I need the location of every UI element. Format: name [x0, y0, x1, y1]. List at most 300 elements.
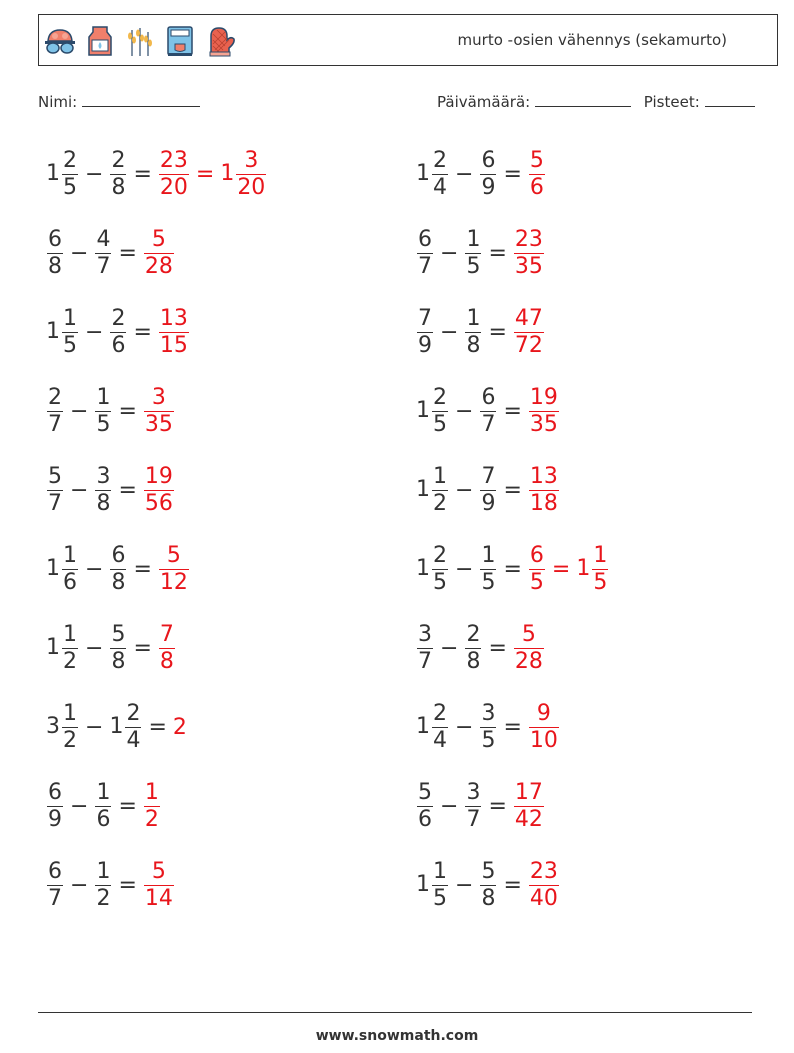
problem-row — [416, 539, 609, 599]
minus-sign: − — [70, 477, 89, 503]
problem-row — [46, 144, 267, 204]
answer-number — [143, 464, 175, 517]
simplified-answer-denominator: 5 — [593, 569, 608, 595]
answer — [528, 543, 609, 596]
milk-carton-icon — [83, 24, 117, 58]
answer — [143, 227, 175, 280]
problem-row — [46, 776, 161, 836]
answer — [513, 306, 545, 359]
answer-numerator: 5 — [166, 542, 181, 568]
equals-sign: = — [503, 477, 522, 503]
answer-denominator: 20 — [159, 174, 188, 200]
minuend-denominator: 5 — [433, 885, 447, 911]
answer — [528, 464, 560, 517]
answer-number — [513, 306, 545, 359]
subtrahend-number — [94, 859, 112, 912]
minuend-denominator: 5 — [433, 411, 447, 437]
minuend-whole: 1 — [46, 635, 60, 660]
minus-sign: − — [85, 161, 104, 187]
answer-fraction — [514, 227, 544, 280]
answer-denominator: 28 — [144, 253, 173, 279]
minuend-fraction — [47, 859, 63, 912]
subtrahend-number — [464, 622, 482, 675]
subtrahend-number — [479, 701, 497, 754]
minuend-fraction — [432, 859, 448, 912]
answer-denominator: 2 — [144, 806, 159, 832]
minuend-number — [46, 464, 64, 517]
answer-number — [513, 780, 545, 833]
answer-denominator: 14 — [144, 885, 173, 911]
answer-denominator: 28 — [514, 648, 543, 674]
minus-sign: − — [455, 556, 474, 582]
minuend-numerator: 2 — [433, 700, 447, 726]
subtrahend-number — [479, 464, 497, 517]
minuend-fraction — [417, 622, 433, 675]
subtrahend-fraction — [480, 385, 496, 438]
answer-number — [158, 148, 190, 201]
simplified-answer-denominator: 20 — [237, 174, 266, 200]
minuend-denominator: 4 — [433, 727, 447, 753]
problem-row — [416, 223, 545, 283]
answer — [528, 859, 560, 912]
minuend-whole: 1 — [416, 872, 430, 897]
header-box — [38, 14, 778, 66]
footer-divider — [38, 1012, 752, 1013]
simplified-answer-fraction — [592, 543, 608, 596]
simplified-answer-whole: 1 — [220, 161, 235, 186]
subtrahend-denominator: 9 — [481, 490, 496, 516]
minuend-denominator: 2 — [433, 490, 447, 516]
subtrahend-number — [109, 622, 127, 675]
subtrahend-number — [464, 780, 482, 833]
subtrahend-denominator: 6 — [96, 806, 111, 832]
answer-denominator: 72 — [514, 332, 543, 358]
answer-fraction — [159, 306, 189, 359]
minuend-denominator: 6 — [418, 806, 432, 832]
minus-sign: − — [455, 872, 474, 898]
minuend-fraction — [47, 385, 63, 438]
minuend-number — [46, 859, 64, 912]
date-label: Päivämäärä: — [437, 93, 531, 111]
answer-fraction — [529, 148, 545, 201]
answer-numerator: 3 — [151, 384, 166, 410]
answer-numerator: 5 — [151, 858, 166, 884]
subtrahend-fraction — [95, 464, 111, 517]
subtrahend-number — [109, 543, 127, 596]
equals-sign: = — [488, 319, 507, 345]
answer-fraction — [144, 227, 174, 280]
answer-numerator: 6 — [529, 542, 544, 568]
answer — [143, 859, 175, 912]
subtrahend-number — [479, 543, 497, 596]
answer-denominator: 56 — [144, 490, 173, 516]
minuend-fraction — [432, 148, 448, 201]
problem-row — [416, 618, 545, 678]
answer — [158, 543, 190, 596]
subtrahend-numerator: 1 — [96, 384, 111, 410]
minus-sign: − — [455, 161, 474, 187]
equals-sign: = — [133, 319, 152, 345]
subtrahend-denominator: 8 — [111, 648, 126, 674]
subtrahend-number — [94, 780, 112, 833]
subtrahend-numerator: 1 — [96, 779, 111, 805]
answer — [528, 148, 546, 201]
problem-row — [416, 776, 545, 836]
answer-numerator: 13 — [159, 305, 188, 331]
minuend-denominator: 6 — [63, 569, 77, 595]
answer-number — [143, 859, 175, 912]
answer-number — [528, 859, 560, 912]
subtrahend-denominator: 5 — [481, 569, 496, 595]
goggles-icon — [43, 24, 77, 58]
answer-numerator: 19 — [529, 384, 558, 410]
minuend-whole: 1 — [46, 161, 60, 186]
subtrahend-fraction — [480, 543, 496, 596]
worksheet-title: murto -osien vähennys (sekamurto) — [457, 31, 727, 49]
subtrahend-number — [109, 148, 127, 201]
minus-sign: − — [70, 240, 89, 266]
subtrahend-numerator: 2 — [126, 700, 141, 726]
coffee-machine-icon — [163, 24, 197, 58]
minuend-denominator: 5 — [63, 332, 77, 358]
subtrahend-numerator: 6 — [481, 384, 496, 410]
answer-number — [528, 701, 560, 754]
subtrahend-numerator: 5 — [111, 621, 126, 647]
minus-sign: − — [70, 872, 89, 898]
subtrahend-numerator: 6 — [481, 147, 496, 173]
minuend-fraction — [62, 148, 78, 201]
problem-row — [46, 697, 188, 757]
subtrahend-fraction — [110, 148, 126, 201]
score-blank[interactable] — [705, 92, 755, 107]
minuend-numerator: 6 — [48, 226, 62, 252]
answer-denominator: 35 — [144, 411, 173, 437]
simplified-answer-number — [220, 148, 267, 201]
minus-sign: − — [85, 635, 104, 661]
answer-number — [158, 543, 190, 596]
minuend-number — [46, 701, 79, 754]
answer-numerator: 19 — [144, 463, 173, 489]
equals-sign: = — [118, 793, 137, 819]
minuend-denominator: 7 — [48, 885, 62, 911]
minuend-number — [46, 385, 64, 438]
answer-numerator: 47 — [514, 305, 543, 331]
name-label: Nimi: — [38, 93, 78, 111]
answer — [513, 780, 545, 833]
minuend-fraction — [432, 701, 448, 754]
minuend-fraction — [47, 780, 63, 833]
answer-numerator: 13 — [529, 463, 558, 489]
minus-sign: − — [455, 477, 474, 503]
minuend-denominator: 2 — [63, 727, 77, 753]
subtrahend-number — [109, 701, 142, 754]
minuend-fraction — [62, 701, 78, 754]
minuend-number — [416, 622, 434, 675]
problem-row — [416, 855, 560, 915]
subtrahend-whole: 1 — [109, 714, 124, 739]
subtrahend-numerator: 2 — [466, 621, 481, 647]
minuend-whole: 1 — [416, 398, 430, 423]
minuend-number — [416, 859, 449, 912]
subtrahend-denominator: 7 — [466, 806, 481, 832]
answer — [143, 385, 175, 438]
subtrahend-denominator: 7 — [96, 253, 111, 279]
answer — [513, 622, 545, 675]
answer-fraction — [529, 385, 559, 438]
subtrahend-numerator: 1 — [96, 858, 111, 884]
subtrahend-fraction — [480, 701, 496, 754]
minuend-fraction — [432, 385, 448, 438]
equals-sign: = — [118, 477, 137, 503]
minuend-number — [416, 306, 434, 359]
answer — [158, 148, 267, 201]
minuend-number — [416, 227, 434, 280]
subtrahend-number — [94, 227, 112, 280]
minuend-fraction — [62, 306, 78, 359]
subtrahend-denominator: 8 — [111, 174, 126, 200]
minus-sign: − — [70, 793, 89, 819]
minus-sign: − — [85, 319, 104, 345]
equals-sign: = — [488, 240, 507, 266]
minuend-number — [416, 464, 449, 517]
answer-fraction — [144, 780, 160, 833]
equals-sign: = — [488, 635, 507, 661]
simplified-answer-fraction — [236, 148, 266, 201]
minuend-denominator: 2 — [63, 648, 77, 674]
subtrahend-fraction — [110, 622, 126, 675]
equals-sign: = — [118, 872, 137, 898]
answer-denominator: 18 — [529, 490, 558, 516]
equals-sign: = — [503, 714, 522, 740]
subtrahend-numerator: 1 — [466, 305, 481, 331]
answer-fraction — [159, 148, 189, 201]
minus-sign: − — [70, 398, 89, 424]
minuend-fraction — [62, 622, 78, 675]
name-blank[interactable] — [82, 92, 200, 107]
subtrahend-fraction — [95, 780, 111, 833]
subtrahend-numerator: 2 — [111, 305, 126, 331]
minus-sign: − — [440, 793, 459, 819]
answer-fraction — [529, 859, 559, 912]
problem-row — [416, 302, 545, 362]
subtrahend-numerator: 3 — [481, 700, 496, 726]
subtrahend-number — [479, 385, 497, 438]
answer-numerator: 5 — [529, 147, 544, 173]
subtrahend-number — [479, 859, 497, 912]
minuend-numerator: 5 — [418, 779, 432, 805]
answer-denominator: 40 — [529, 885, 558, 911]
problem-row — [46, 618, 176, 678]
answer-denominator: 10 — [529, 727, 558, 753]
answer-numerator: 7 — [159, 621, 174, 647]
answer-numerator: 9 — [536, 700, 551, 726]
minuend-whole: 3 — [46, 714, 60, 739]
problem-row — [416, 697, 560, 757]
subtrahend-number — [109, 306, 127, 359]
minuend-numerator: 1 — [63, 542, 77, 568]
answer-denominator: 35 — [514, 253, 543, 279]
subtrahend-numerator: 7 — [481, 463, 496, 489]
minuend-number — [416, 148, 449, 201]
answer-denominator: 6 — [529, 174, 544, 200]
answer-equals-sign: = — [195, 161, 215, 187]
answer-number — [513, 622, 545, 675]
answer — [143, 464, 175, 517]
subtrahend-numerator: 1 — [481, 542, 496, 568]
minuend-numerator: 2 — [433, 147, 447, 173]
answer-fraction — [514, 622, 544, 675]
minuend-whole: 1 — [46, 556, 60, 581]
simplified-answer-numerator: 1 — [593, 542, 608, 568]
minuend-denominator: 4 — [433, 174, 447, 200]
minuend-denominator: 9 — [48, 806, 62, 832]
minuend-numerator: 5 — [48, 463, 62, 489]
simplified-answer-numerator: 3 — [244, 147, 259, 173]
minuend-numerator: 6 — [48, 858, 62, 884]
equals-sign: = — [503, 556, 522, 582]
minuend-numerator: 6 — [48, 779, 62, 805]
subtrahend-numerator: 3 — [96, 463, 111, 489]
answer-denominator: 8 — [159, 648, 174, 674]
answer-numerator: 23 — [514, 226, 543, 252]
score-label: Pisteet: — [643, 93, 700, 111]
minuend-numerator: 1 — [433, 463, 447, 489]
date-score-fields — [437, 92, 755, 111]
answer-fraction — [144, 464, 174, 517]
answer-numerator: 5 — [151, 226, 166, 252]
subtrahend-number — [479, 148, 497, 201]
minuend-numerator: 2 — [63, 147, 77, 173]
subtrahend-fraction — [95, 227, 111, 280]
minuend-whole: 1 — [416, 714, 430, 739]
minuend-number — [46, 306, 79, 359]
simplified-answer-number — [576, 543, 609, 596]
minuend-denominator: 7 — [418, 648, 432, 674]
minuend-number — [46, 227, 64, 280]
subtrahend-numerator: 6 — [111, 542, 126, 568]
minuend-numerator: 6 — [418, 226, 432, 252]
answer-number — [528, 385, 560, 438]
minuend-number — [416, 385, 449, 438]
minuend-numerator: 3 — [418, 621, 432, 647]
minus-sign: − — [455, 714, 474, 740]
minus-sign: − — [440, 635, 459, 661]
subtrahend-fraction — [480, 859, 496, 912]
subtrahend-denominator: 4 — [126, 727, 141, 753]
answer-denominator: 42 — [514, 806, 543, 832]
subtrahend-denominator: 6 — [111, 332, 126, 358]
subtrahend-fraction — [480, 148, 496, 201]
name-field[interactable] — [38, 92, 200, 111]
subtrahend-fraction — [95, 859, 111, 912]
subtrahend-denominator: 7 — [481, 411, 496, 437]
answer-number — [143, 227, 175, 280]
equals-sign: = — [503, 398, 522, 424]
answer-number — [143, 385, 175, 438]
minuend-numerator: 1 — [63, 700, 77, 726]
answer-equals-sign: = — [551, 556, 571, 582]
minus-sign: − — [455, 398, 474, 424]
minus-sign: − — [440, 319, 459, 345]
subtrahend-denominator: 8 — [96, 490, 111, 516]
date-blank[interactable] — [535, 92, 631, 107]
minus-sign: − — [85, 714, 104, 740]
subtrahend-fraction — [95, 385, 111, 438]
subtrahend-denominator: 5 — [481, 727, 496, 753]
minuend-fraction — [417, 780, 433, 833]
minuend-number — [46, 543, 79, 596]
answer — [513, 227, 545, 280]
subtrahend-number — [94, 385, 112, 438]
answer — [158, 622, 176, 675]
subtrahend-denominator: 2 — [96, 885, 111, 911]
minuend-whole: 1 — [46, 319, 60, 344]
simplified-answer-whole: 1 — [576, 556, 591, 581]
answer — [528, 385, 560, 438]
subtrahend-denominator: 8 — [466, 332, 481, 358]
answer-number — [513, 227, 545, 280]
answer — [528, 701, 560, 754]
subtrahend-fraction — [110, 306, 126, 359]
answer — [173, 715, 188, 740]
answer-number — [528, 464, 560, 517]
answer-numerator: 1 — [144, 779, 159, 805]
minuend-fraction — [47, 464, 63, 517]
minuend-number — [416, 701, 449, 754]
subtrahend-denominator: 9 — [481, 174, 496, 200]
minuend-fraction — [417, 227, 433, 280]
answer-fraction — [159, 622, 175, 675]
problem-row — [416, 460, 560, 520]
answer-fraction — [514, 780, 544, 833]
minuend-denominator: 7 — [48, 490, 62, 516]
answer — [143, 780, 161, 833]
subtrahend-denominator: 5 — [466, 253, 481, 279]
answer-denominator: 12 — [159, 569, 188, 595]
footer-url[interactable]: www.snowmath.com — [315, 1028, 479, 1044]
subtrahend-fraction — [110, 543, 126, 596]
subtrahend-fraction — [465, 622, 481, 675]
problem-row — [46, 302, 190, 362]
header-icons — [43, 21, 237, 61]
equals-sign: = — [133, 635, 152, 661]
minuend-number — [416, 780, 434, 833]
equals-sign: = — [118, 240, 137, 266]
minuend-numerator: 2 — [48, 384, 62, 410]
problem-row — [46, 539, 190, 599]
answer-numerator: 17 — [514, 779, 543, 805]
minuend-numerator: 1 — [63, 305, 77, 331]
minuend-number — [46, 148, 79, 201]
wheat-icon — [123, 24, 157, 58]
equals-sign: = — [133, 556, 152, 582]
subtrahend-denominator: 8 — [481, 885, 496, 911]
answer-number — [158, 622, 176, 675]
minuend-numerator: 7 — [418, 305, 432, 331]
answer-fraction — [144, 859, 174, 912]
answer-fraction — [529, 464, 559, 517]
answer-fraction — [529, 701, 559, 754]
minus-sign: − — [85, 556, 104, 582]
answer-numerator: 23 — [529, 858, 558, 884]
answer-fraction — [144, 385, 174, 438]
problem-row — [46, 223, 175, 283]
answer-number — [158, 306, 190, 359]
minuend-denominator: 5 — [63, 174, 77, 200]
subtrahend-fraction — [465, 306, 481, 359]
subtrahend-fraction — [465, 780, 481, 833]
minuend-fraction — [417, 306, 433, 359]
